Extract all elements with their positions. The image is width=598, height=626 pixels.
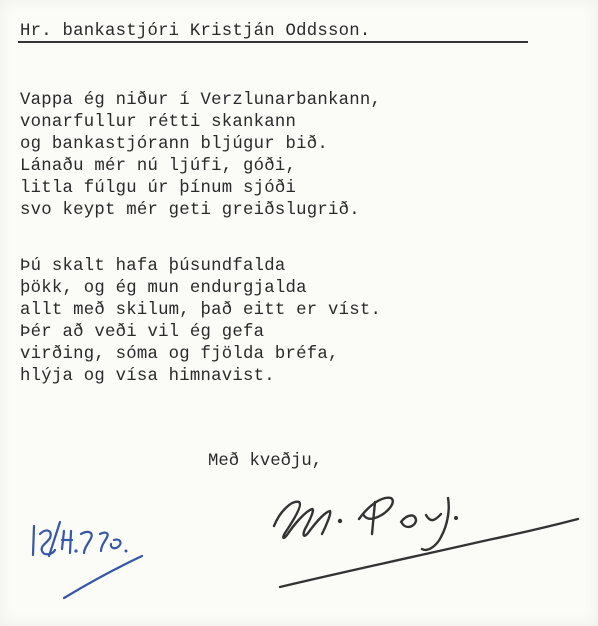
stanza-2-line-3: allt með skilum, það eitt er víst.	[20, 301, 382, 320]
stanza-1-line-5: litla fúlgu úr þínum sjóði	[20, 179, 297, 198]
stanza-1-line-4: Lánaðu mér nú ljúfi, góði,	[20, 157, 297, 176]
handwritten-signature	[258, 478, 588, 608]
stanza-1-line-6: svo keypt mér geti greiðslugrið.	[20, 201, 360, 220]
stanza-2-line-5: virðing, sóma og fjölda bréfa,	[20, 345, 339, 364]
stanza-1-line-2: vonarfullur rétti skankann	[20, 113, 297, 132]
stanza-2-line-2: þökk, og ég mun endurgjalda	[20, 279, 307, 298]
stanza-1-line-1: Vappa ég niður í Verzlunarbankann,	[20, 91, 382, 110]
stanza-2-line-4: Þér að veði vil ég gefa	[20, 323, 265, 342]
stanza-1-line-3: og bankastjórann bljúgur bið.	[20, 135, 328, 154]
handwritten-date-note	[26, 516, 156, 606]
addressee-underline	[18, 41, 528, 43]
stanza-2-line-6: hlýja og vísa himnavist.	[20, 367, 275, 386]
stanza-2-line-1: Þú skalt hafa þúsundfalda	[20, 257, 286, 276]
addressee-line: Hr. bankastjóri Kristján Oddsson.	[20, 22, 371, 41]
closing-salutation: Með kveðju,	[208, 452, 323, 471]
